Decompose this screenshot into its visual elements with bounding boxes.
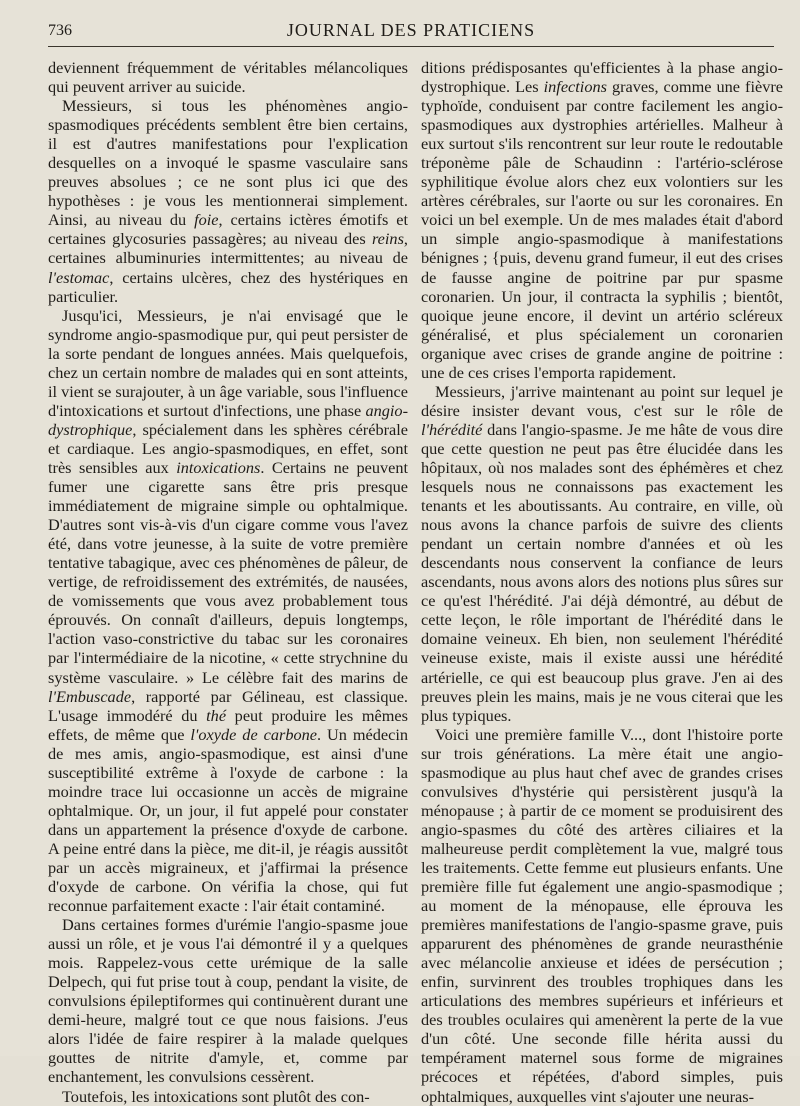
text-run: , spécialement dans les sphères cérébrale et cardiaque. Les angio-spasmodiques, en effet, sont très sensibles aux: [48, 419, 408, 477]
italic-term: thé: [206, 705, 227, 725]
text-run: Jusqu'ici, Messieurs, je n'ai envisagé que le syndrome angio-spasmodique pur, qui peut persister de la sorte pendant de longues années. Mais quelquefois, chez un certain nombre de malades qui en sont atteints, il vient se surajouter, à un âge variable, sous l'influence d'intoxications et surtout d'infections, une phase: [48, 305, 408, 420]
right-column: [421, 58, 783, 1106]
paragraph: [421, 382, 783, 725]
italic-term: l'Embuscade: [48, 686, 132, 706]
italic-term: l'estomac: [48, 267, 110, 287]
text-run: . Un médecin de mes amis, angio-spasmodique, est ainsi d'une susceptibilité extrême à l'oxyde de carbone : la moindre trace lui occasionne un accès de migraine ophtalmique. Or, un jour, il fut appelé pour constater dans un appartement la présence d'oxyde de carbone. A peine entré dans la pièce, me dit-il, je réagis aussitôt par un accès migraineux, et j'affirmai la présence d'oxyde de carbone. On vérifia la chose, qui fut reconnue parfaitement exacte : l'air était contaminé.: [48, 724, 408, 916]
paragraph: [48, 96, 408, 306]
paragraph: [48, 306, 408, 916]
paragraph: [48, 58, 408, 96]
text-run: Voici une première famille V..., dont l'histoire porte sur trois générations. La mère était une angio-spasmodique au plus haut chef avec de grandes crises convulsives d'hystérie qui persistèrent jusqu'à la ménopause ; à partir de ce moment se produisirent des angio-spasmes du côté des artères ciliaires et la malheureuse perdit complètement la vue, malgré tous les traitements. Cette femme eut plusieurs enfants. Une première fille fut également une angio-spasmodique ; au moment de la ménopause, elle éprouva les premières manifestations de l'angio-spasme grave, puis apparurent des phénomènes de grande neurasthénie avec mélancolie anxieuse et idées de persécution ; enfin, survinrent des troubles trophiques dans les articulations des membres supérieurs et inférieurs et des troubles oculaires qui amenèrent la perte de la vue d'un côté. Une seconde fille hérita aussi du tempérament maternel sous forme de migraines précoces et répétées, d'abord simples, puis ophtalmiques, auxquelles vint s'ajouter une neuras-: [421, 724, 783, 1106]
italic-term: reins: [371, 229, 404, 249]
text-run: peut produire les mêmes effets, de même que: [48, 705, 408, 744]
paragraph: [48, 1087, 408, 1106]
italic-term: intoxications: [176, 457, 261, 477]
journal-title: JOURNAL DES PRATICIENS: [286, 20, 536, 40]
text-run: Dans certaines formes d'urémie l'angio-spasme joue aussi un rôle, et je vous l'ai démontré il y a quelques mois. Rappelez-vous cette urémique de la salle Delpech, qui fut prise tout à coup, pendant la visite, de convulsions épileptiformes qui continuèrent durant une demi-heure, malgré tout ce que nous faisions. J'eus alors l'idée de faire respirer à la malade quelques gouttes de nitrite d'amyle, et, comme par enchantement, les convulsions cessèrent.: [48, 915, 408, 1087]
page-number: 736: [48, 22, 72, 39]
italic-term: l'oxyde de carbone: [190, 724, 317, 744]
text-run: Messieurs, j'arrive maintenant au point sur lequel je désire insister devant vous, c'est sur le rôle de: [421, 381, 783, 420]
italic-term: l'hérédité: [421, 419, 483, 439]
paragraph: [421, 725, 783, 1106]
italic-term: foie: [194, 210, 219, 230]
text-run: , certains ictères émotifs et certaines glycosuries passagères; au niveau des: [48, 210, 408, 249]
text-run: , certaines albuminuries intermittentes; au niveau de: [48, 229, 408, 268]
left-column: [48, 58, 408, 1106]
text-run: dans l'angio-spasme. Je me hâte de vous dire que cette question ne peut pas être élucidée dans les hôpitaux, où nos malades sont des éphémères et chez lesquels nous ne connaissons pas exactement les tenants et les aboutissants. Au contraire, en ville, où nous avons la chance parfois de suivre des clients pendant un certain nombre d'années et où les descendants nous conservent la confiance de leurs ascendants, nous avons alors des notions plus sûres sur ce qu'est l'hérédité. J'ai déjà démontré, au début de cette leçon, le rôle important de l'hérédité dans le domaine veineux. Eh bien, non seulement l'hérédité veineuse existe, mais il existe aussi une hérédité artérielle, ce qui est beaucoup plus grave. J'en ai des preuves plein les mains, mais je ne vous citerai que les plus typiques.: [421, 419, 783, 725]
text-run: , certains ulcères, chez des hystériques en particulier.: [48, 267, 408, 306]
paragraph: [48, 915, 408, 1086]
paragraph: [421, 58, 783, 382]
italic-term: angio-dystrophique: [48, 400, 408, 439]
text-run: , rapporté par Gélineau, est classique. L'usage immodéré du: [48, 686, 408, 725]
text-run: ditions prédisposantes qu'efficientes à la phase angio-dystrophique. Les: [421, 58, 783, 97]
text-run: Messieurs, si tous les phénomènes angio-spasmodiques précédents semblent être bien certains, il est d'autres manifestations pour l'explication desquelles on a invoqué le spasme vasculaire sans preuves absolues ; ce ne sont plus ici que des hypothèses : je vous les mentionnerai simplement. Ainsi, au niveau du: [48, 96, 408, 230]
page-header: [48, 14, 774, 47]
italic-term: infections: [543, 77, 607, 97]
text-run: graves, comme une fièvre typhoïde, conduisent par contre facilement les angio-spasmodiques aux dystrophies artérielles. Malheur à eux surtout s'ils rencontrent sur leur route le redoutable tréponème pâle de Schaudinn : l'artério-sclérose syphilitique évolue alors chez eux volontiers sur les artères cérébrales, sur l'aorte ou sur les coronaires. En voici un bel exemple. Un de mes malades était d'abord un simple angio-spasmodique à manifestations bénignes ; {puis, devenu grand fumeur, il eut des crises de fausse angine de poitrine par pur spasme coronarien. Un jour, il contracta la syphilis ; bientôt, quoique jeune encore, il devint un artério scléreux généralisé, et plus spécialement un coronarien organique avec crises de grande angine de poitrine : une de ces crises l'emporta rapidement.: [421, 77, 783, 382]
text-run: . Certains ne peuvent fumer une cigarette sans être pris presque immédiatement de migraine simple ou ophtalmique. D'autres sont vis-à-vis d'un cigare comme vous l'avez été, dans votre jeunesse, à la suite de votre première tentative tabagique, avec ces phénomènes de pâleur, de vertige, de refroidissement des extrémités, de nausées, de vomissements que vous avez probablement tous éprouvés. On connaît d'ailleurs, depuis longtemps, l'action vaso-constrictive du tabac sur les coronaires par l'intermédiaire de la nicotine, « cette strychnine du système vasculaire. » Le célèbre fait des marins de: [48, 457, 408, 687]
text-run: Toutefois, les intoxications sont plutôt des con-: [62, 1086, 370, 1106]
text-run: deviennent fréquemment de véritables mélancoliques qui peuvent arriver au suicide.: [48, 58, 408, 97]
